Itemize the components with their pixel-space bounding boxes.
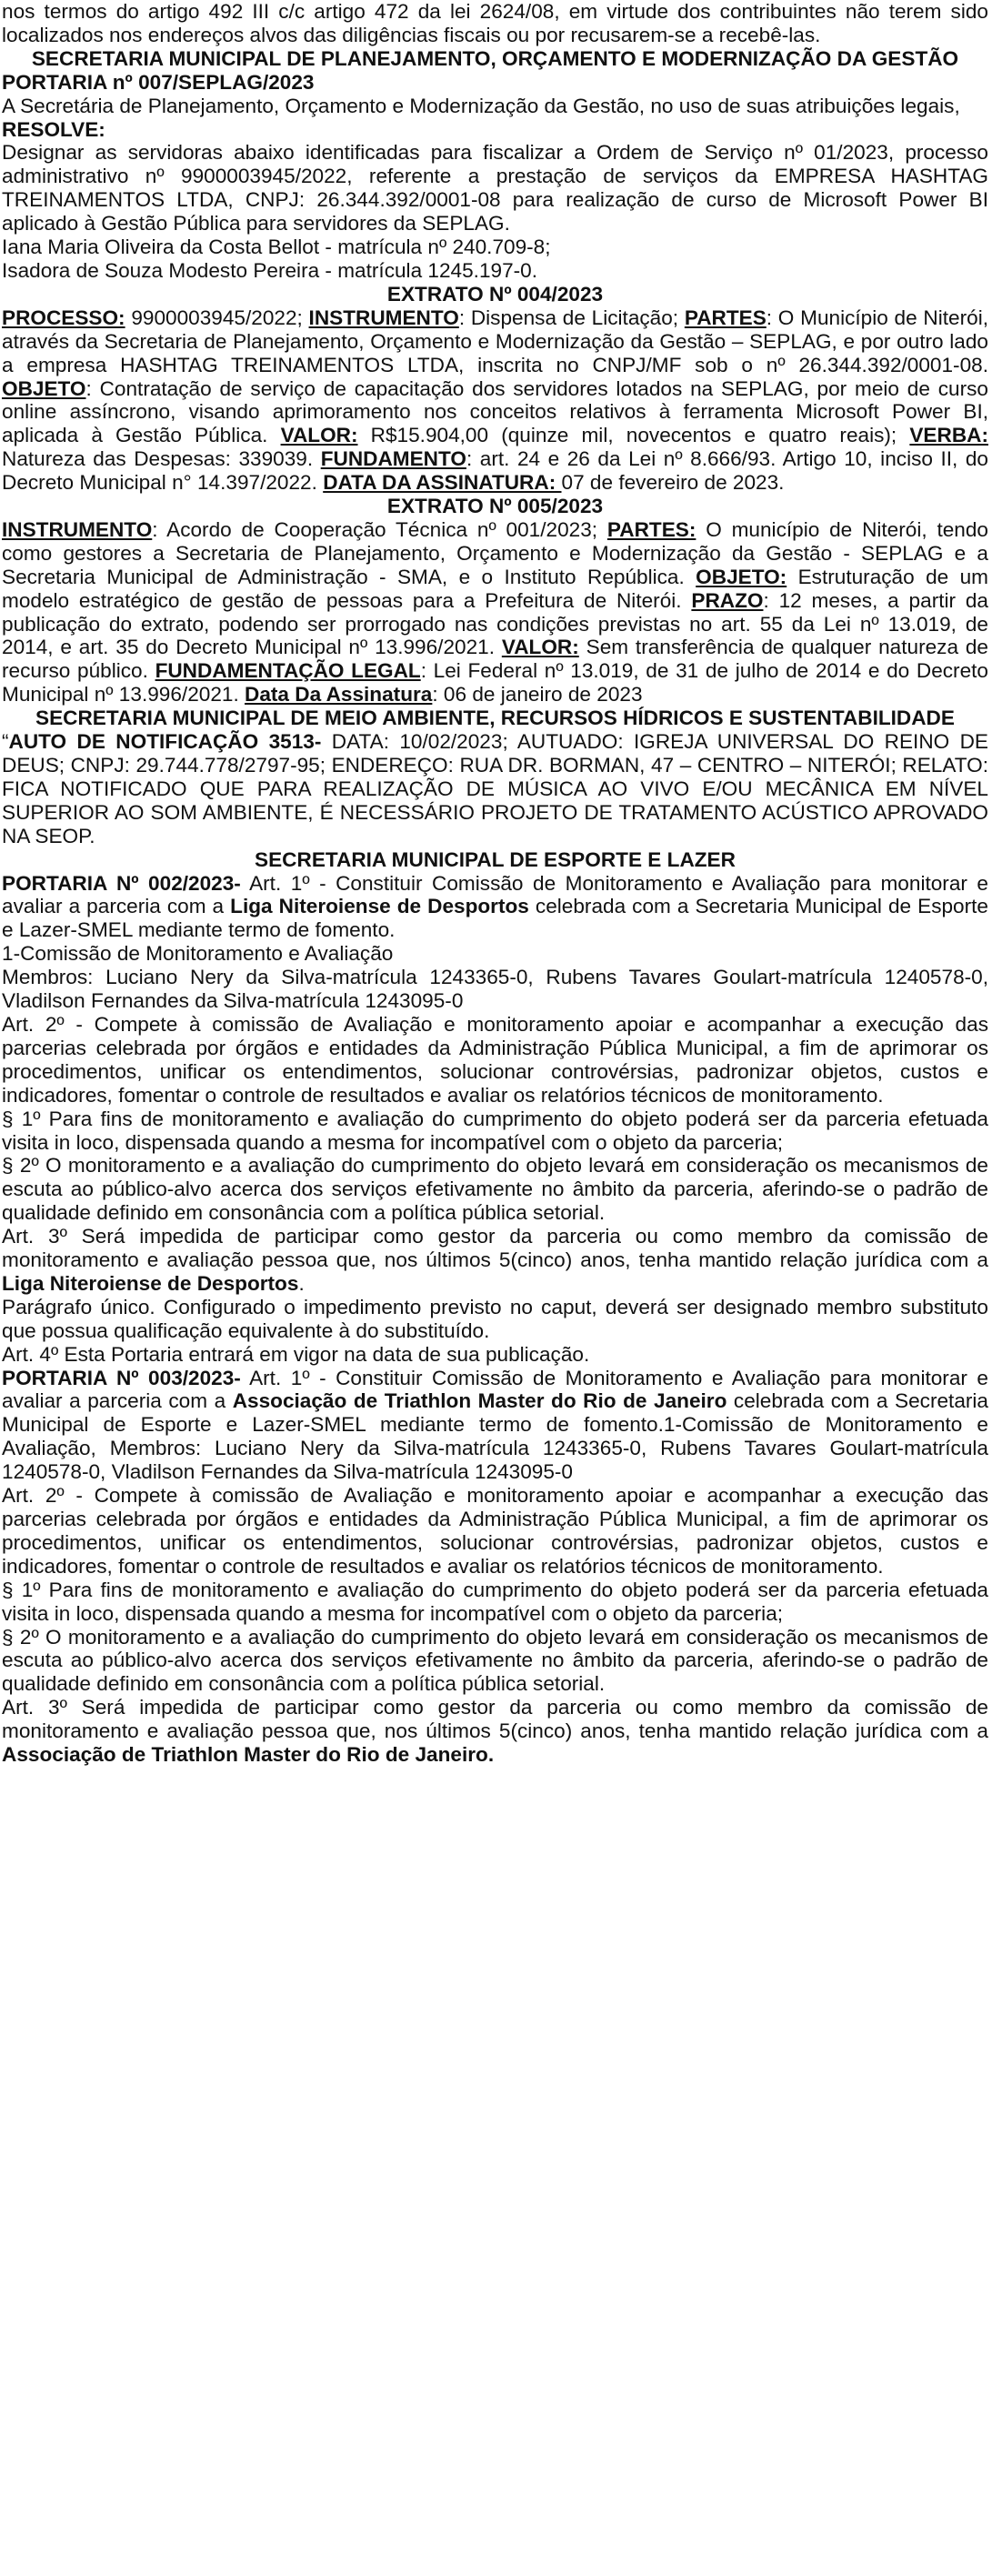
portaria-002-art4: Art. 4º Esta Portaria entrará em vigor na data de sua publicação. [2,1342,590,1366]
portaria-002-entity: Liga Niteroiense de Desportos [230,895,529,918]
label-instrumento: INSTRUMENTO [308,306,459,329]
portaria-002-title: PORTARIA Nº 002/2023- [2,871,241,895]
value-fundamentacao-legal: : Lei Federal nº 13.019, de 31 de julho de 2014 e do Decreto Municipal nº 13.996/2021. [2,659,988,707]
label-objeto: OBJETO: [696,565,787,588]
label-processo: PROCESSO: [2,306,125,329]
portaria-003-title: PORTARIA Nº 003/2023- [2,1366,241,1389]
value-partes: O município de Niterói, tendo como gestores a Secretaria de Planejamento, Orçamento e Modernização da Gestão - SEPLAG e a Secretaria Municipal de Administração - SMA, e o Instituto República. [2,517,988,588]
open-quote: “ [2,730,9,754]
portaria-007-title: PORTARIA nº 007/SEPLAG/2023 [2,70,315,94]
portaria-007-intro: A Secretária de Planejamento, Orçamento e Modernização da Gestão, no uso de suas atribuições legais, [2,94,960,117]
portaria-002-intro-end: celebrada com a Secretaria Municipal de Esporte e Lazer-SMEL mediante termo de fomento. [2,895,988,942]
portaria-002-membros: Membros: Luciano Nery da Silva-matrícula 1243365-0, Rubens Tavares Goulart-matrícula 1240578-0, Vladilson Fernandes da Silva-matrícula 1243095-0 [2,966,988,1013]
portaria-002-art1 [2,872,988,943]
label-verba: VERBA: [909,424,988,447]
label-data-assinatura: Data Da Assinatura [245,683,433,707]
label-fundamento: FUNDAMENTO [320,447,466,471]
portaria-007-body: Designar as servidoras abaixo identificadas para fiscalizar a Ordem de Serviço nº 01/2023, processo administrativo nº 9900003945/2022, referente a prestação de serviços da EMPRESA HASHTAG TREINAMENTOS LTDA, CNPJ: 26.344.392/0001-08 para realização de curso de Microsoft Power BI aplicado à Gestão Pública para servidores da SEPLAG. [2,141,988,236]
value-data-assinatura: 07 de fevereiro de 2023. [561,471,785,495]
portaria-003-intro-end: celebrada com a Secretaria Municipal de Esporte e Lazer-SMEL mediante termo de fomento.1-Comissão de Monitoramento e Avaliação, Membros: Luciano Nery da Silva-matrícula 1243365-0, Rubens Tavares Goulart-matrícula 1240578-0, Vladilson Fernandes da Silva-matrícula 1243095-0 [2,1389,988,1484]
portaria-002-art3 [2,1225,988,1296]
portaria-003-art2: Art. 2º - Compete à comissão de Avaliação e monitoramento apoiar e acompanhar a execução das parcerias celebrada por órgãos e entidades da Administração Pública Municipal, a fim de aprimorar os procedimentos, unificar os entendimentos, solucionar controvérsias, padronizar objetos, custos e indicadores, fomentar o controle de resultados e avaliar os relatórios técnicos de monitoramento. [2,1484,988,1578]
portaria-002-paragrafo-unico: Parágrafo único. Configurado o impedimento previsto no caput, deverá ser designado membro substituto que possua qualificação equivalente à do substituído. [2,1295,988,1342]
label-valor: VALOR: [501,636,579,659]
portaria-003-entity: Associação de Triathlon Master do Rio de Janeiro [232,1389,727,1413]
portaria-003-par2: § 2º O monitoramento e a avaliação do cumprimento do objeto levará em consideração os mecanismos de escuta ao público-alvo acerca dos serviços efetivamente no âmbito da parceria, aferindo-se o padrão de qualidade definido em consonância com a política pública setorial. [2,1625,988,1696]
portaria-003-art3-text: Art. 3º Será impedida de participar como gestor da parceria ou como membro da comissão de monitoramento e avaliação pessoa que, nos últimos 5(cinco) anos, tenha mantido relação jurídica com a [2,1696,988,1743]
label-partes: PARTES: [606,517,696,541]
auto-notificacao-body [2,730,988,848]
value-verba: Natureza das Despesas: 339039. [2,447,321,471]
extrato-004-title: EXTRATO Nº 004/2023 [386,282,604,306]
value-valor: R$15.904,00 (quinze mil, novecentos e quatro reais); [357,424,910,447]
portaria-003-art3 [2,1696,988,1767]
value-partes: : O Município de Niterói, através da Secretaria de Planejamento, Orçamento e Modernização da Gestão – SEPLAG, e por outro lado a empresa HASHTAG TREINAMENTOS LTDA, inscrita no CNPJ/MF sob o nº 26.344.392/0001-08. [2,306,988,376]
portaria-002-par2: § 2º O monitoramento e a avaliação do cumprimento do objeto levará em consideração os mecanismos de escuta ao público-alvo acerca dos serviços efetivamente no âmbito da parceria, aferindo-se o padrão de qualidade definido em consonância com a política pública setorial. [2,1154,988,1225]
extrato-005-title: EXTRATO Nº 005/2023 [386,495,604,518]
label-prazo: PRAZO [691,588,764,612]
label-fundamentacao-legal: FUNDAMENTAÇÃO LEGAL [155,659,421,683]
extrato-004-body [2,306,988,495]
value-valor: Sem transferência de qualquer natureza de recurso público. [2,636,988,683]
value-objeto: Estruturação de um modelo estratégico de gestão de pessoas para a Prefeitura de Niterói. [2,565,988,612]
label-data-assinatura: DATA DA ASSINATURA: [323,471,562,495]
portaria-003-art3-entity: Associação de Triathlon Master do Rio de Janeiro. [2,1743,495,1767]
value-instrumento: : Dispensa de Licitação; [458,306,685,329]
seplag-heading: SECRETARIA MUNICIPAL DE PLANEJAMENTO, ORÇAMENTO E MODERNIZAÇÃO DA GESTÃO [31,46,959,70]
portaria-002-art3-end: . [298,1271,305,1295]
value-data-assinatura: : 06 de janeiro de 2023 [432,683,643,707]
value-instrumento: : Acordo de Cooperação Técnica nº 001/2023; [152,517,607,541]
portaria-002-art2: Art. 2º - Compete à comissão de Avaliação e monitoramento apoiar e acompanhar a execução das parcerias celebrada por órgãos e entidades da Administração Pública Municipal, a fim de aprimorar os procedimentos, unificar os entendimentos, solucionar controvérsias, padronizar objetos, custos e indicadores, fomentar o controle de resultados e avaliar os relatórios técnicos de monitoramento. [2,1012,988,1107]
value-fundamento: : art. 24 e 26 da Lei nº 8.666/93. Artigo 10, inciso II, do Decreto Municipal n° 14.397/2022. [2,447,988,495]
portaria-002-art3-entity: Liga Niteroiense de Desportos [2,1271,299,1295]
servidora-2: Isadora de Souza Modesto Pereira - matrícula 1245.197-0. [2,258,538,282]
label-objeto: OBJETO [2,376,86,400]
portaria-002-comissao: 1-Comissão de Monitoramento e Avaliação [2,942,394,966]
portaria-002-art3-text: Art. 3º Será impedida de participar como gestor da parceria ou como membro da comissão de monitoramento e avaliação pessoa que, nos últimos 5(cinco) anos, tenha mantido relação jurídica com a [2,1225,988,1272]
resolve-label: RESOLVE: [2,117,105,141]
portaria-002-par1: § 1º Para fins de monitoramento e avaliação do cumprimento do objeto poderá ser da parceria efetuada visita in loco, dispensada quando a mesma for incompatível com o objeto da parceria; [2,1107,988,1154]
meio-ambiente-heading: SECRETARIA MUNICIPAL DE MEIO AMBIENTE, RECURSOS HÍDRICOS E SUSTENTABILIDADE [35,707,955,730]
label-instrumento: INSTRUMENTO [2,517,153,541]
value-prazo: : 12 meses, a partir da publicação do extrato, podendo ser prorrogado nas condições previstas no art. 55 da Lei nº 13.019, de 2014, e art. 35 do Decreto Municipal nº 13.996/2021. [2,588,988,659]
esporte-heading: SECRETARIA MUNICIPAL DE ESPORTE E LAZER [255,847,736,871]
label-valor: VALOR: [280,424,358,447]
value-objeto: : Contratação de serviço de capacitação dos servidores lotados na SEPLAG, por meio de curso online assíncrono, visando aprimoramento nos conceitos relativos à ferramenta Microsoft Power BI, aplicada à Gestão Pública. [2,376,988,447]
label-partes: PARTES [684,306,767,329]
portaria-003-par1: § 1º Para fins de monitoramento e avaliação do cumprimento do objeto poderá ser da parceria efetuada visita in loco, dispensada quando a mesma for incompatível com o objeto da parceria; [2,1578,988,1625]
portaria-003-intro: Art. 1º - Constituir Comissão de Monitoramento e Avaliação para monitorar e avaliar a parceria com a [2,1366,988,1413]
value-processo: 9900003945/2022; [125,306,309,329]
extrato-005-body [2,518,988,707]
portaria-003-art1 [2,1367,988,1485]
auto-notificacao-text: DATA: 10/02/2023; AUTUADO: IGREJA UNIVERSAL DO REINO DE DEUS; CNPJ: 29.744.778/2797-95; ENDEREÇO: RUA DR. BORMAN, 47 – CENTRO – NITERÓI; RELATO: FICA NOTIFICADO QUE PARA REALIZAÇÃO DE MÚSICA AO VIVO E/OU MECÂNICA EM NÍVEL SUPERIOR AO SOM AMBIENTE, É NECESSÁRIO PROJETO DE TRATAMENTO ACÚSTICO APROVADO NA SEOP. [2,730,989,847]
intro-paragraph: nos termos do artigo 492 III c/c artigo 472 da lei 2624/08, em virtude dos contribuintes não terem sido localizados nos endereços alvos das diligências fiscais ou por recusarem-se a recebê-las. [2,0,988,46]
servidora-1: Iana Maria Oliveira da Costa Bellot - matrícula nº 240.709-8; [2,236,551,259]
portaria-002-intro: Art. 1º - Constituir Comissão de Monitoramento e Avaliação para monitorar e avaliar a parceria com a [2,871,988,918]
auto-notificacao-title: AUTO DE NOTIFICAÇÃO 3513- [8,730,322,754]
